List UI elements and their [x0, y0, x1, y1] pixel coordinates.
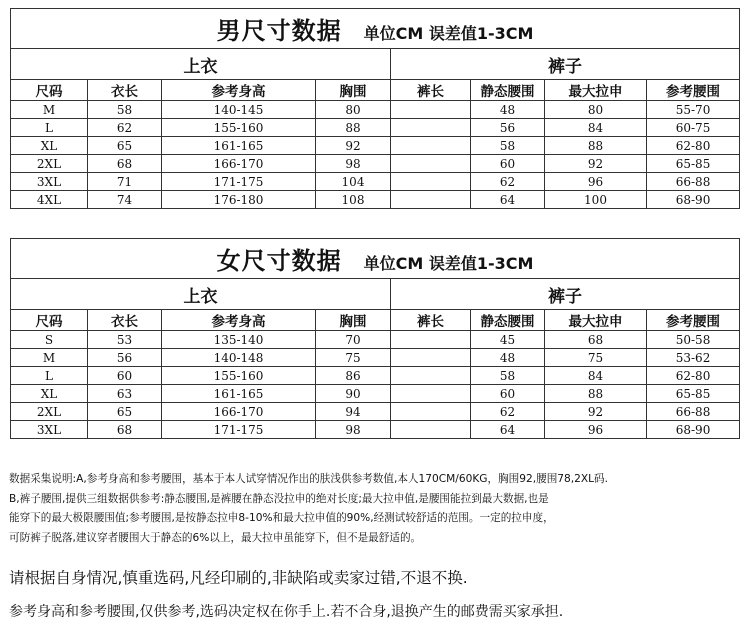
size-row — [11, 119, 740, 137]
column-header: 最大拉申 — [545, 310, 647, 331]
table-cell: L — [11, 119, 88, 137]
table-cell: 90 — [316, 385, 391, 403]
women-group-pants: 裤子 — [391, 279, 740, 310]
table-cell: 55-70 — [647, 101, 740, 119]
table-cell: 161-165 — [162, 385, 316, 403]
column-header: 参考腰围 — [647, 80, 740, 101]
column-header: 参考身高 — [162, 310, 316, 331]
table-cell — [391, 119, 471, 137]
table-cell — [391, 137, 471, 155]
table-cell: 62 — [88, 119, 162, 137]
table-cell: 92 — [316, 137, 391, 155]
men-group-pants: 裤子 — [391, 49, 740, 80]
men-title-cell — [11, 9, 740, 49]
column-header: 裤长 — [391, 80, 471, 101]
column-header: 胸围 — [316, 80, 391, 101]
table-cell: 68 — [545, 331, 647, 349]
table-cell: 80 — [545, 101, 647, 119]
table-cell: 96 — [545, 173, 647, 191]
table-cell: 53-62 — [647, 349, 740, 367]
table-cell: 171-175 — [162, 421, 316, 439]
women-title: 女尺寸数据 — [216, 247, 342, 275]
table-cell: 74 — [88, 191, 162, 209]
table-cell: 65 — [88, 137, 162, 155]
table-cell — [391, 349, 471, 367]
table-cell: 60-75 — [647, 119, 740, 137]
table-cell: 98 — [316, 155, 391, 173]
table-cell: 62 — [471, 403, 545, 421]
column-header: 参考身高 — [162, 80, 316, 101]
return-policy-notice: 请根据自身情况,慎重选码,凡经印刷的,非缺陷或卖家过错,不退不换. — [9, 569, 468, 587]
table-cell: 88 — [316, 119, 391, 137]
table-cell: 161-165 — [162, 137, 316, 155]
women-unit-note: 单位CM 误差值1-3CM — [363, 254, 534, 273]
note-line: 可防裤子脱落,建议穿者腰围大于静态的6%以上，最大拉申虽能穿下，但不是最舒适的。 — [9, 531, 422, 544]
table-cell: 108 — [316, 191, 391, 209]
table-cell: 64 — [471, 191, 545, 209]
column-header: 衣长 — [88, 80, 162, 101]
table-cell — [391, 331, 471, 349]
table-cell: 70 — [316, 331, 391, 349]
table-cell: 65-85 — [647, 155, 740, 173]
table-cell: 88 — [545, 385, 647, 403]
column-header: 衣长 — [88, 310, 162, 331]
men-size-table — [10, 8, 740, 209]
measurement-notes — [9, 470, 741, 548]
table-cell: 48 — [471, 349, 545, 367]
table-cell: 58 — [88, 101, 162, 119]
note-line: 数据采集说明:A,参考身高和参考腰围，基本于本人试穿情况作出的肤浅供参考数值,本人170CM/60KG，胸围92,腰围78,2XL码. — [9, 473, 609, 485]
table-cell: 71 — [88, 173, 162, 191]
table-cell: 135-140 — [162, 331, 316, 349]
size-row — [11, 421, 740, 439]
size-row — [11, 173, 740, 191]
table-cell: 104 — [316, 173, 391, 191]
table-cell: 60 — [471, 155, 545, 173]
table-cell: 56 — [471, 119, 545, 137]
table-cell: 58 — [471, 137, 545, 155]
column-header: 裤长 — [391, 310, 471, 331]
table-cell: 75 — [316, 349, 391, 367]
table-cell: 140-148 — [162, 349, 316, 367]
table-cell: 100 — [545, 191, 647, 209]
column-header: 静态腰围 — [471, 310, 545, 331]
table-cell: 176-180 — [162, 191, 316, 209]
table-cell: XL — [11, 137, 88, 155]
table-cell: 60 — [88, 367, 162, 385]
size-row — [11, 137, 740, 155]
column-header: 尺码 — [11, 310, 88, 331]
table-cell: 2XL — [11, 155, 88, 173]
table-cell: 2XL — [11, 403, 88, 421]
table-cell: 92 — [545, 403, 647, 421]
table-cell: 140-145 — [162, 101, 316, 119]
size-row — [11, 331, 740, 349]
table-cell: 62-80 — [647, 137, 740, 155]
note-line: B,裤子腰围,提供三组数据供参考:静态腰围,是裤腰在静态没拉申的绝对长度;最大拉申值,是腰围能拉到最大数据,也是 — [9, 492, 549, 505]
table-cell — [391, 101, 471, 119]
column-header: 最大拉申 — [545, 80, 647, 101]
table-cell: XL — [11, 385, 88, 403]
table-cell: 68-90 — [647, 421, 740, 439]
table-cell: 50-58 — [647, 331, 740, 349]
table-cell: L — [11, 367, 88, 385]
table-cell: 155-160 — [162, 119, 316, 137]
table-cell: 63 — [88, 385, 162, 403]
size-choice-notice: 参考身高和参考腰围,仅供参考,选码决定权在你手上.若不合身,退换产生的邮费需买家承担. — [9, 604, 564, 620]
table-cell: 98 — [316, 421, 391, 439]
table-cell: 48 — [471, 101, 545, 119]
column-header: 参考腰围 — [647, 310, 740, 331]
women-size-table — [10, 238, 740, 439]
table-cell — [391, 367, 471, 385]
size-row — [11, 191, 740, 209]
column-header: 静态腰围 — [471, 80, 545, 101]
size-row — [11, 367, 740, 385]
table-cell: 68 — [88, 155, 162, 173]
note-line: 能穿下的最大极限腰围值;参考腰围,是按静态拉申8-10%和最大拉申值的90%,经测试较舒适的范围。一定的拉申度， — [9, 512, 554, 524]
table-cell: 155-160 — [162, 367, 316, 385]
table-cell — [391, 421, 471, 439]
table-cell — [391, 191, 471, 209]
table-cell — [391, 403, 471, 421]
table-cell: 65-85 — [647, 385, 740, 403]
table-cell: 66-88 — [647, 173, 740, 191]
table-cell: M — [11, 349, 88, 367]
table-cell: 84 — [545, 119, 647, 137]
size-row — [11, 403, 740, 421]
table-cell: 62-80 — [647, 367, 740, 385]
column-header: 胸围 — [316, 310, 391, 331]
men-title: 男尺寸数据 — [216, 17, 342, 45]
table-cell: 171-175 — [162, 173, 316, 191]
table-cell: 84 — [545, 367, 647, 385]
table-cell: 92 — [545, 155, 647, 173]
table-cell: M — [11, 101, 88, 119]
table-cell — [391, 155, 471, 173]
column-header: 尺码 — [11, 80, 88, 101]
table-cell: 62 — [471, 173, 545, 191]
table-cell: 64 — [471, 421, 545, 439]
table-cell: 86 — [316, 367, 391, 385]
men-group-top: 上衣 — [11, 49, 391, 80]
table-cell: 58 — [471, 367, 545, 385]
table-cell: 45 — [471, 331, 545, 349]
table-cell: 68-90 — [647, 191, 740, 209]
table-cell — [391, 173, 471, 191]
table-cell: 4XL — [11, 191, 88, 209]
table-cell: 166-170 — [162, 155, 316, 173]
table-cell: 3XL — [11, 421, 88, 439]
table-cell: 94 — [316, 403, 391, 421]
table-cell: 75 — [545, 349, 647, 367]
table-cell: 66-88 — [647, 403, 740, 421]
women-title-cell — [11, 239, 740, 279]
women-group-top: 上衣 — [11, 279, 391, 310]
table-cell: S — [11, 331, 88, 349]
size-row — [11, 155, 740, 173]
size-row — [11, 101, 740, 119]
table-cell — [391, 385, 471, 403]
table-cell: 166-170 — [162, 403, 316, 421]
men-unit-note: 单位CM 误差值1-3CM — [363, 24, 534, 43]
table-cell: 80 — [316, 101, 391, 119]
size-row — [11, 349, 740, 367]
table-cell: 53 — [88, 331, 162, 349]
table-cell: 3XL — [11, 173, 88, 191]
table-cell: 68 — [88, 421, 162, 439]
table-cell: 88 — [545, 137, 647, 155]
table-cell: 96 — [545, 421, 647, 439]
table-cell: 56 — [88, 349, 162, 367]
table-cell: 60 — [471, 385, 545, 403]
size-row — [11, 385, 740, 403]
table-cell: 65 — [88, 403, 162, 421]
